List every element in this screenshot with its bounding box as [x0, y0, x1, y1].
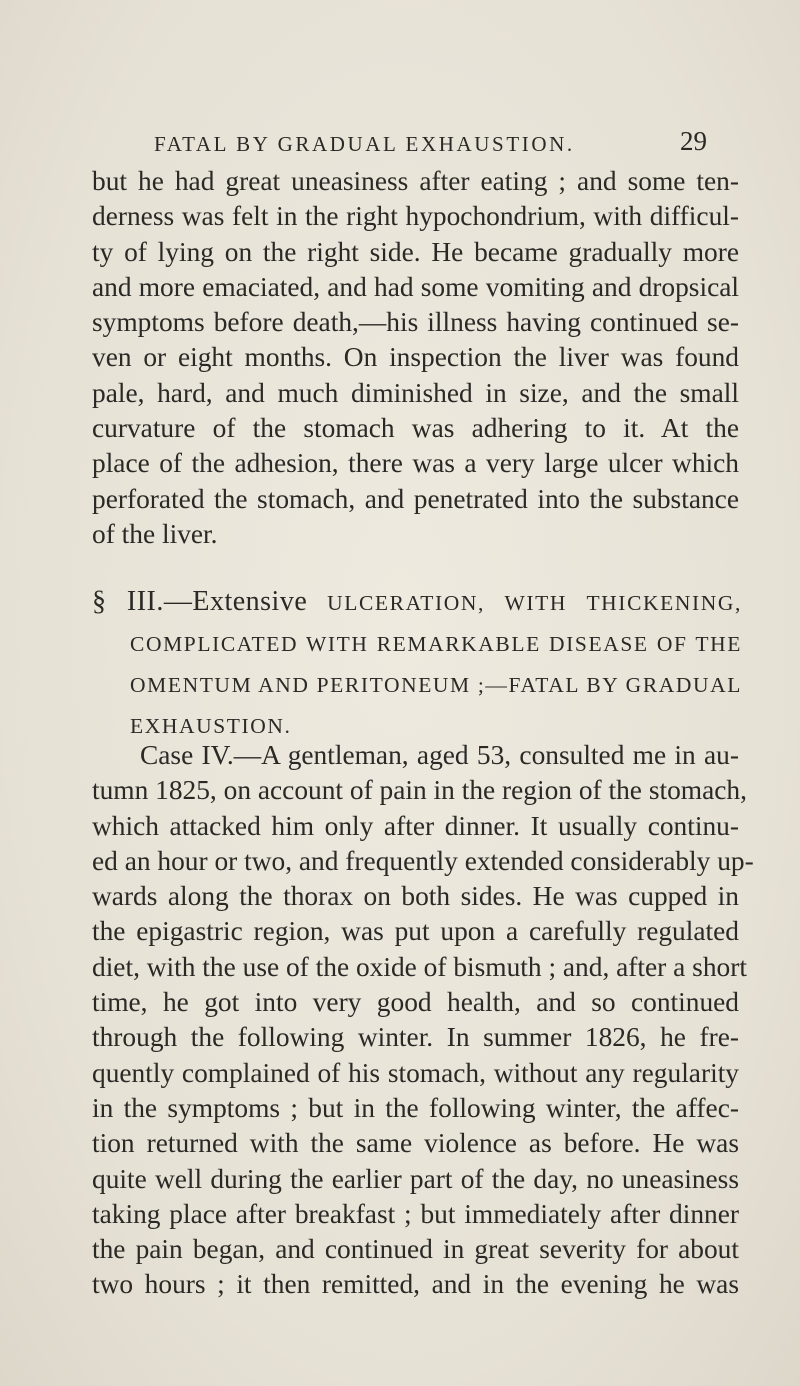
paragraph-case-iv [92, 738, 754, 1303]
text-line: symptoms before death,—his illness having continued se- [92, 307, 739, 338]
running-head: FATAL BY GRADUAL EXHAUSTION. [154, 132, 575, 156]
text-line: quite well during the earlier part of the day, no uneasiness [92, 1163, 739, 1194]
text-line: ven or eight months. On inspection the liver was found [92, 342, 739, 373]
page-number: 29 [680, 126, 707, 156]
section-heading-rest: ULCERATION, WITH THICKENING, [327, 591, 742, 615]
section-heading [92, 586, 742, 755]
text-line: two hours ; it then remitted, and in the evening he was [92, 1269, 739, 1300]
text-line: in the symptoms ; but in the following winter, the affec- [92, 1092, 739, 1123]
text-line: but he had great uneasiness after eating ; and some ten- [92, 166, 739, 196]
text-line: wards along the thorax on both sides. He was cupped in [92, 881, 739, 912]
section-heading-lead: § III.—Extensive [92, 586, 308, 617]
text-line: through the following winter. In summer 1826, he fre- [92, 1022, 739, 1053]
text-line: time, he got into very good health, and so continued [92, 987, 739, 1018]
text-line: Case IV.—A gentleman, aged 53, consulted me in au- [140, 740, 739, 770]
section-heading-line: OMENTUM AND PERITONEUM ;—FATAL BY GRADUAL [130, 673, 742, 697]
section-heading-line [92, 586, 742, 632]
text-line: derness was felt in the right hypochondrium, with difficul- [92, 201, 739, 232]
text-line: of the liver. [92, 518, 218, 549]
text-line: tion returned with the same violence as before. He was [92, 1128, 739, 1159]
text-line: tumn 1825, on account of pain in the region of the stomach, [92, 775, 747, 806]
section-heading-line: COMPLICATED WITH REMARKABLE DISEASE OF THE [130, 632, 742, 656]
text-line: perforated the stomach, and penetrated into the substance [92, 483, 739, 514]
text-line: curvature of the stomach was adhering to it. At the [92, 413, 739, 444]
text-line: the epigastric region, was put upon a carefully regulated [92, 916, 739, 947]
section-heading-line: EXHAUSTION. [130, 714, 292, 738]
text-line: ed an hour or two, and frequently extended considerably up- [92, 845, 754, 876]
text-line: ty of lying on the right side. He became gradually more [92, 236, 739, 267]
text-line: pale, hard, and much diminished in size, and the small [92, 377, 739, 408]
text-line: which attacked him only after dinner. It usually continu- [92, 810, 739, 841]
text-line: and more emaciated, and had some vomiting and dropsical [92, 271, 739, 302]
text-line: place of the adhesion, there was a very large ulcer which [92, 448, 739, 479]
text-line: taking place after breakfast ; but immediately after dinner [92, 1198, 739, 1229]
text-line: diet, with the use of the oxide of bismuth ; and, after a short [92, 951, 747, 982]
text-line: quently complained of his stomach, without any regularity [92, 1057, 739, 1088]
paragraph-continuation [92, 164, 739, 552]
text-line: the pain began, and continued in great severity for about [92, 1234, 739, 1265]
